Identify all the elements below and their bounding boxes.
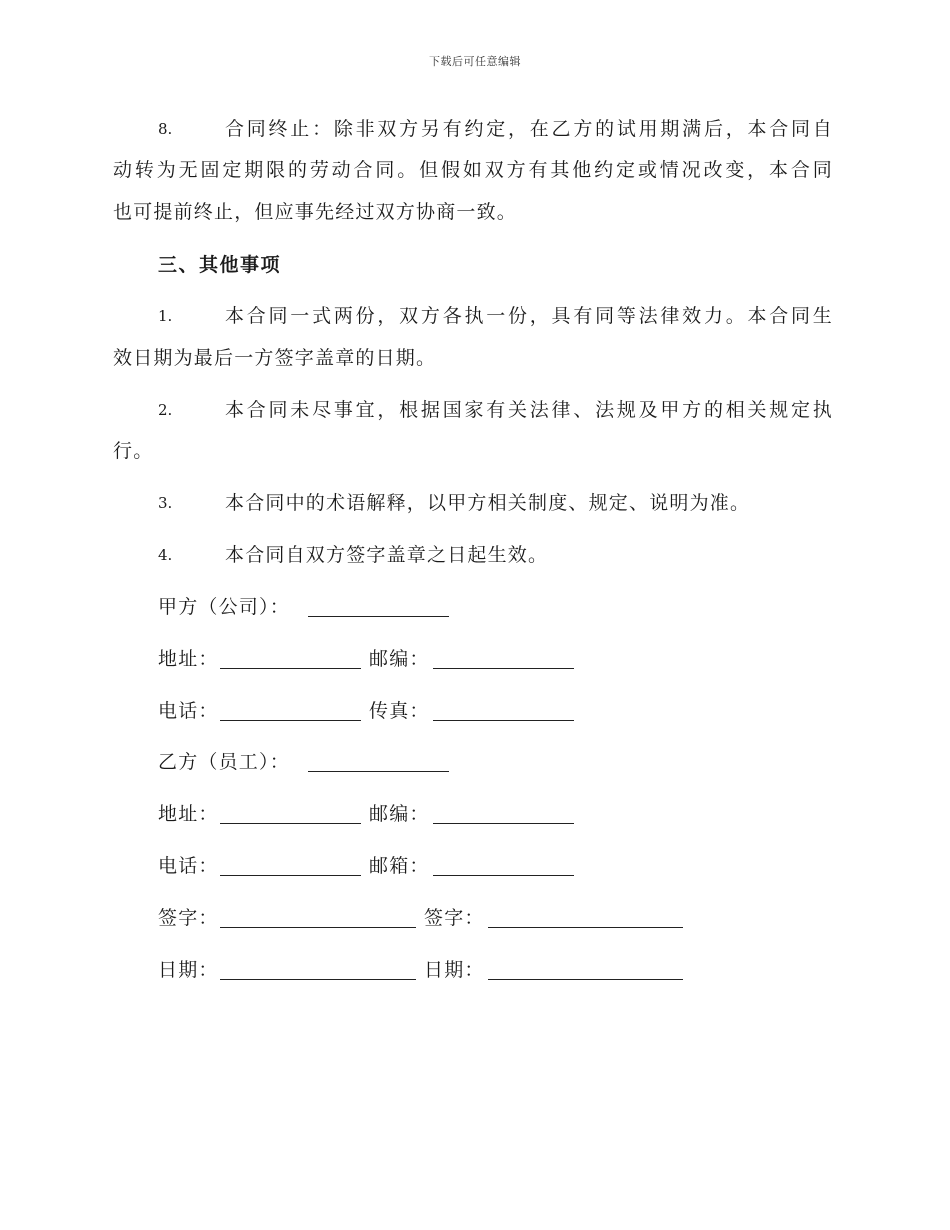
item-4-line-1: 本合同自双方签字盖章之日起生效。 (225, 544, 549, 566)
date-left-label: 日期： (158, 959, 219, 981)
postcode-b-label: 邮编： (369, 803, 430, 825)
party-a-label: 甲方（公司）： (158, 596, 290, 618)
email-b-blank[interactable] (433, 875, 574, 876)
item-2-line-1: 本合同未尽事宜，根据国家有关法律、法规及甲方的相关规定执 (225, 399, 833, 421)
address-b-label: 地址： (158, 803, 219, 825)
phone-a-label: 电话： (158, 700, 219, 722)
section-heading: 三、其他事项 (158, 254, 282, 276)
address-b-blank[interactable] (220, 823, 361, 824)
page-header: 下载后可任意编辑 (429, 55, 521, 68)
signature-left-blank[interactable] (220, 927, 416, 928)
date-right-label: 日期： (424, 959, 485, 981)
address-a-label: 地址： (158, 648, 219, 670)
item-8-line-1: 合同终止：除非双方另有约定，在乙方的试用期满后，本合同自 (225, 118, 833, 140)
date-left-blank[interactable] (220, 979, 416, 980)
party-a-blank[interactable] (308, 616, 449, 617)
party-b-label: 乙方（员工）： (158, 751, 290, 773)
item-4-number: 4. (158, 546, 173, 564)
item-2-number: 2. (158, 401, 173, 419)
item-8-line-3: 也可提前终止，但应事先经过双方协商一致。 (113, 201, 518, 223)
item-3-line-1: 本合同中的术语解释，以甲方相关制度、规定、说明为准。 (225, 492, 751, 514)
phone-b-label: 电话： (158, 855, 219, 877)
address-a-blank[interactable] (220, 668, 361, 669)
postcode-b-blank[interactable] (433, 823, 574, 824)
item-3-number: 3. (158, 494, 173, 512)
postcode-a-label: 邮编： (369, 648, 430, 670)
signature-right-label: 签字： (424, 907, 485, 929)
phone-a-blank[interactable] (220, 720, 361, 721)
item-1-number: 1. (158, 307, 173, 325)
item-8-line-2: 动转为无固定期限的劳动合同。但假如双方有其他约定或情况改变，本合同 (113, 159, 833, 181)
email-b-label: 邮箱： (369, 855, 430, 877)
item-1-line-1: 本合同一式两份，双方各执一份，具有同等法律效力。本合同生 (225, 305, 833, 327)
item-8-number: 8. (158, 120, 173, 138)
item-1-line-2: 效日期为最后一方签字盖章的日期。 (113, 347, 437, 369)
postcode-a-blank[interactable] (433, 668, 574, 669)
signature-right-blank[interactable] (488, 927, 683, 928)
item-2-line-2: 行。 (113, 440, 154, 462)
phone-b-blank[interactable] (220, 875, 361, 876)
fax-a-blank[interactable] (433, 720, 574, 721)
fax-a-label: 传真： (369, 700, 430, 722)
party-b-blank[interactable] (308, 771, 449, 772)
signature-left-label: 签字： (158, 907, 219, 929)
date-right-blank[interactable] (488, 979, 683, 980)
